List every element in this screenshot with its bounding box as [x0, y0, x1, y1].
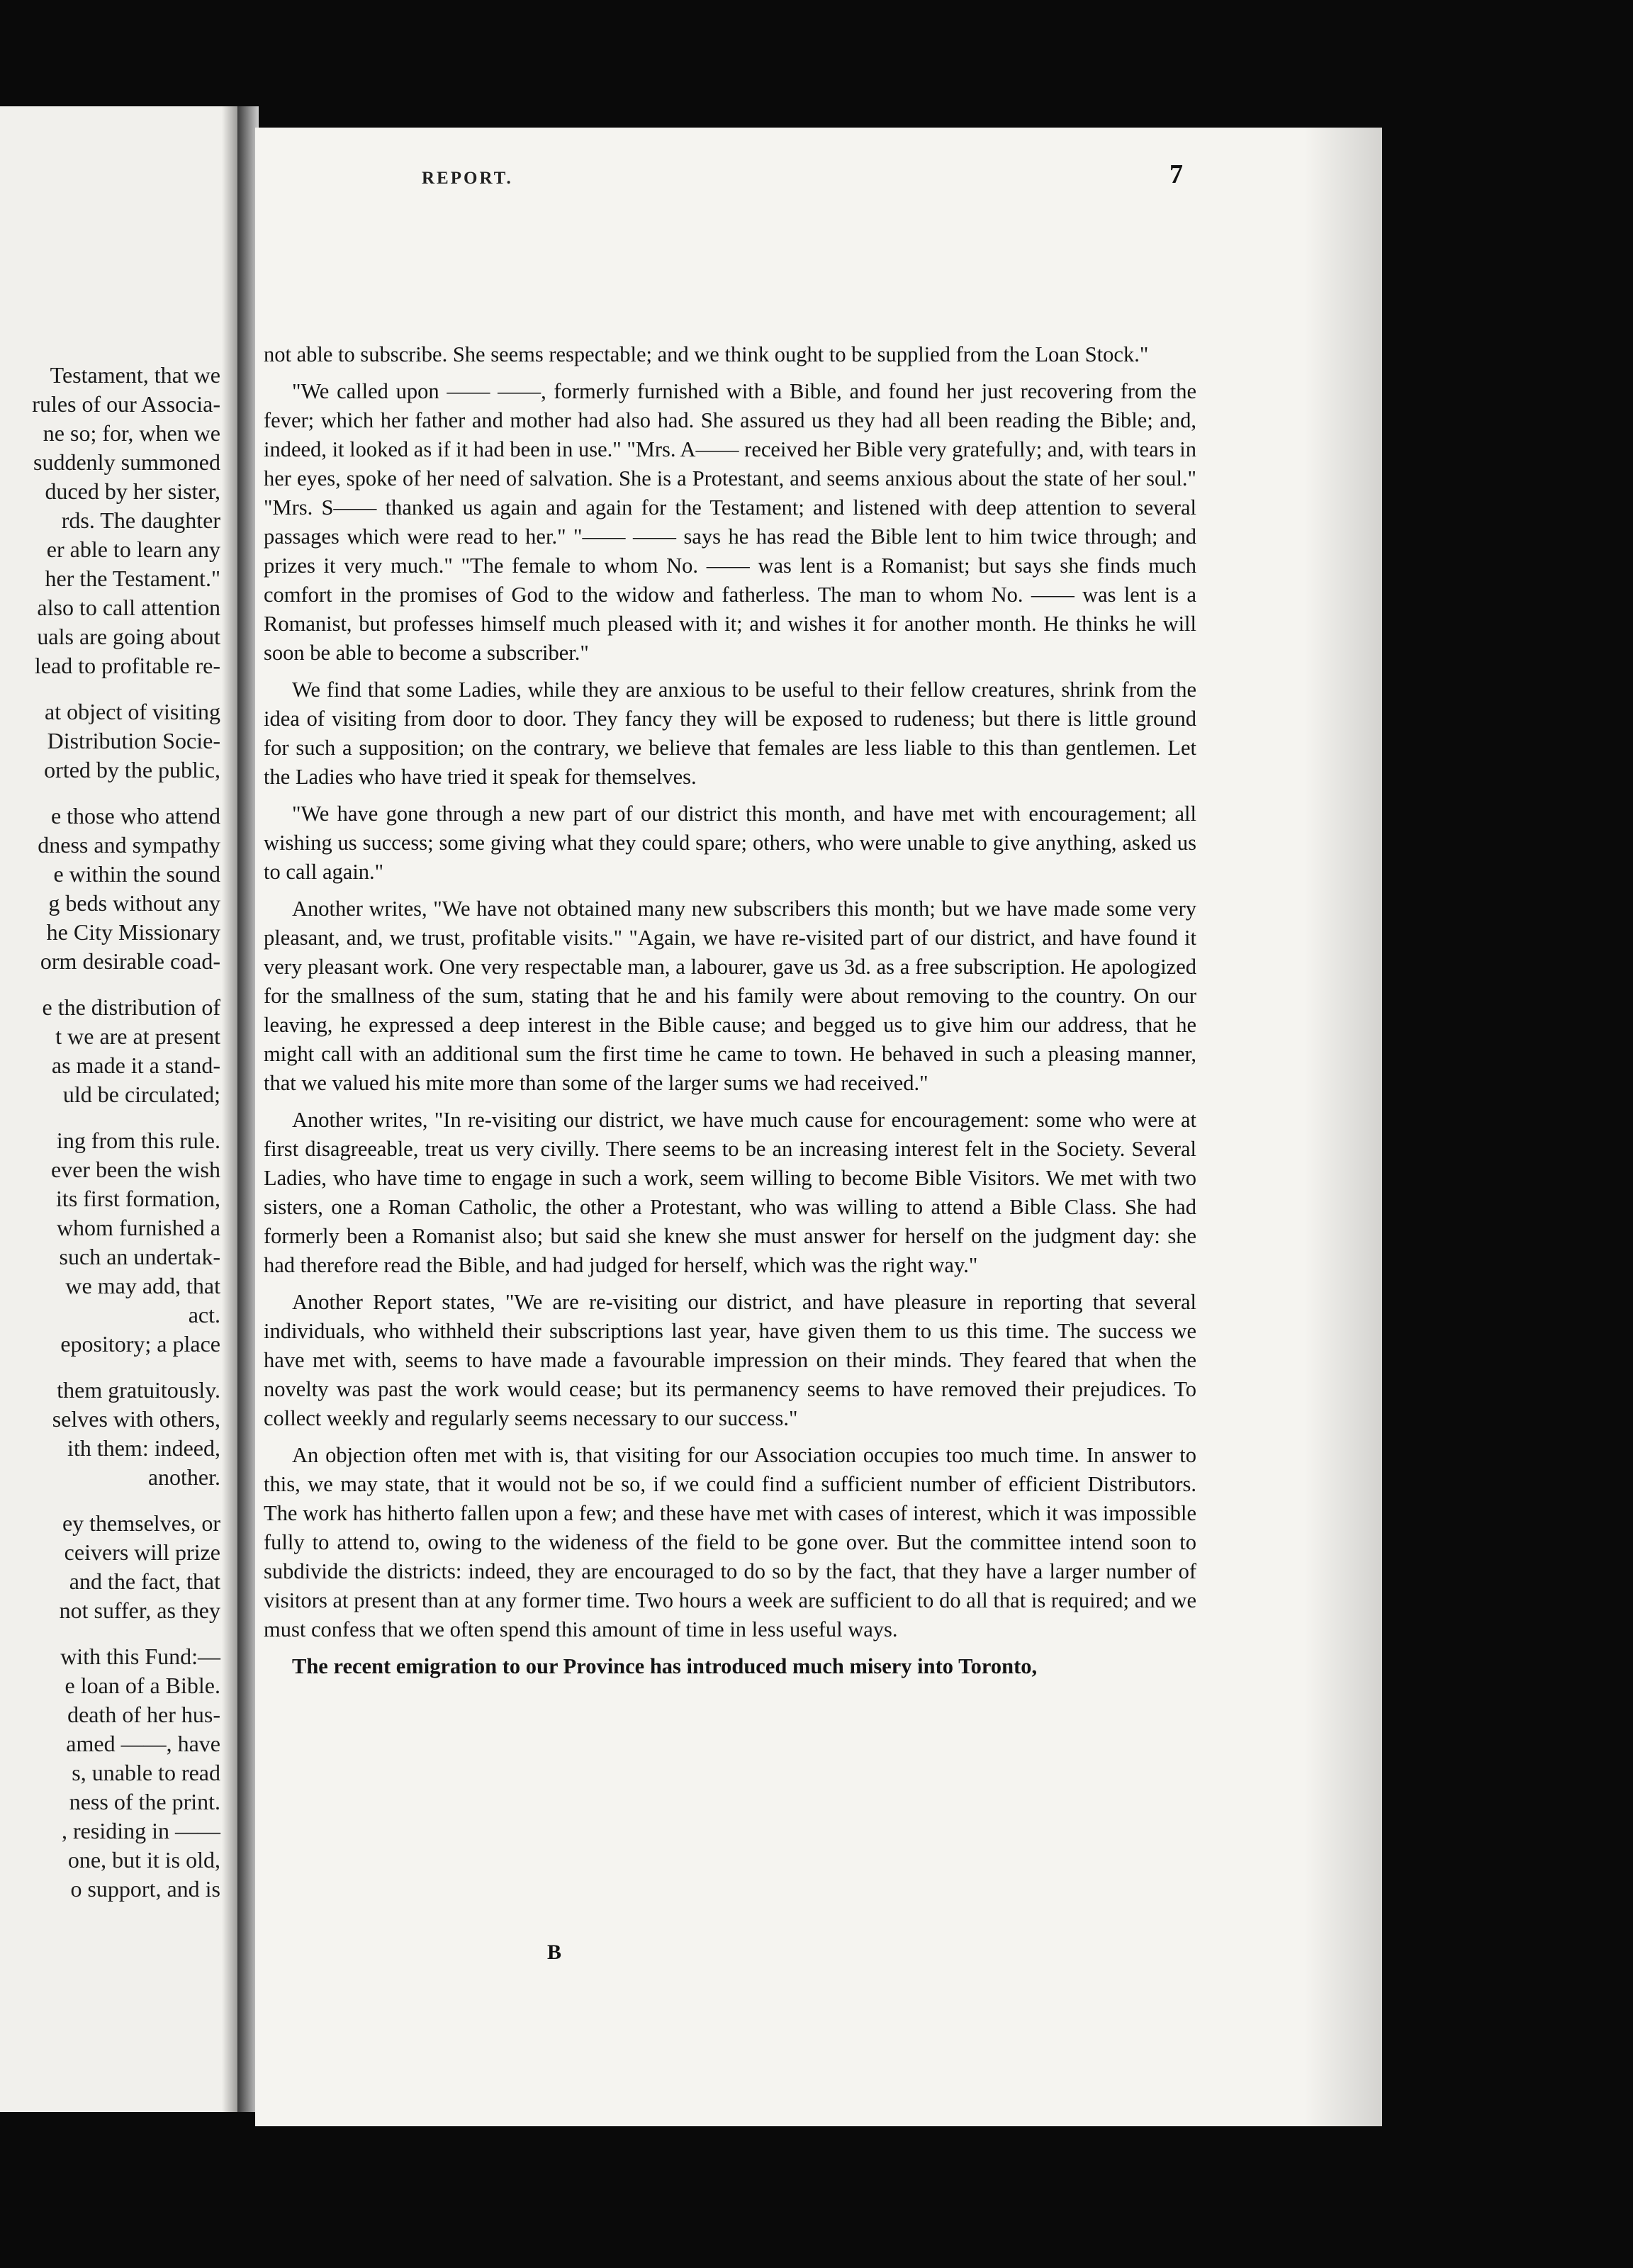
left-page-line: ness of the print. — [69, 1789, 220, 1814]
left-page-line: such an undertak- — [59, 1244, 220, 1269]
left-page-line: her the Testament." — [45, 566, 220, 591]
left-page-line: one, but it is old, — [67, 1847, 220, 1873]
paragraph: "We have gone through a new part of our district this month, and have met with encouragement; all wishing us success; some giving what they could spare; others, who were unable to give anything, asked us to call again." — [264, 802, 1196, 884]
left-page-line: rules of our Associa- — [32, 391, 220, 417]
page-number: 7 — [1169, 159, 1183, 189]
left-page-line: suddenly summoned — [33, 449, 220, 475]
left-page-line: and the fact, that — [69, 1568, 220, 1594]
left-page-line: rds. The daughter — [61, 507, 220, 533]
left-page-line: them gratuitously. — [57, 1377, 220, 1403]
left-page-line: s, unable to read — [72, 1760, 220, 1785]
left-page-line: Distribution Socie- — [47, 728, 220, 753]
paragraph: not able to subscribe. She seems respectable; and we think ought to be supplied from the Loan Stock." — [264, 342, 1149, 366]
left-page — [0, 106, 237, 2112]
body-text — [264, 340, 1196, 1689]
running-head: REPORT. — [422, 169, 513, 188]
left-page-line: also to call attention — [37, 595, 220, 620]
paragraph: An objection often met with is, that visiting for our Association occupies too much time. In answer to this, we may state, that it would not be so, if we could find a sufficient number of efficient Distributors. The work has hitherto fallen upon a few; and these have met with cases of interest, which it was impossible fully to attend to, owing to the wideness of the field to be gone over. But the committee intend soon to subdivide the districts: indeed, they are encouraged to do so by the fact, that they have a larger number of visitors at present than at any former time. Two hours a week are sufficient to do all that is required; and we must confess that we often spend this amount of time in less useful ways. — [264, 1443, 1196, 1641]
left-page-line: as made it a stand- — [51, 1052, 220, 1078]
paragraph: Another writes, "We have not obtained many new subscribers this month; but we have made some very pleasant, and, we trust, profitable visits." "Again, we have re-visited part of our district, and have found it very pleasant work. One very respectable man, a labourer, gave us 3d. as a free subscription. He apologized for the smallness of the sum, stating that he and his family were about removing to the country. On our leaving, he expressed a deep interest in the Bible cause; and begged us to give him our address, that he might call with an additional sum the first time he came to town. He behaved in such a pleasing manner, that we valued his mite more than some of the larger sums we had received." — [264, 897, 1196, 1095]
left-page-line: he City Missionary — [46, 919, 220, 945]
left-page-line: er able to learn any — [46, 537, 220, 562]
left-page-line: , residing in —— — [62, 1818, 220, 1843]
left-page-line: dness and sympathy — [38, 832, 220, 858]
paragraph: We find that some Ladies, while they are anxious to be useful to their fellow creatures, shrink from the idea of visiting from door to door. They fancy they will be exposed to rudeness; but there is little ground for such a supposition; on the contrary, we believe that females are less liable to this than gentlemen. Let the Ladies who have tried it speak for themselves. — [264, 678, 1196, 789]
left-page-line: e those who attend — [50, 803, 220, 829]
paragraph: The recent emigration to our Province has introduced much misery into Toronto, — [292, 1654, 1038, 1678]
left-page-line: orted by the public, — [44, 757, 220, 782]
paragraph: Another writes, "In re-visiting our district, we have much cause for encouragement: some who were at first disagreeable, treat us very civilly. There seems to be an increasing interest felt in the Society. Several Ladies, who have time to engage in such a work, seem willing to become Bible Visitors. We met with two sisters, one a Roman Catholic, the other a Protestant, who was willing to attend a Bible Class. She had formerly been a Romanist also; but said she knew she must answer for herself on the judgment day: she had therefore read the Bible, and had judged for herself, which was the right way." — [264, 1108, 1196, 1277]
left-page-line: its first formation, — [56, 1186, 220, 1211]
left-page-line: e the distribution of — [42, 994, 220, 1020]
left-page-line: whom furnished a — [56, 1215, 220, 1240]
left-page-line: ever been the wish — [50, 1157, 220, 1182]
left-page-line: selves with others, — [52, 1406, 220, 1432]
left-page-line: uals are going about — [37, 624, 220, 649]
left-page-line: uld be circulated; — [62, 1082, 220, 1107]
left-page-line: another. — [147, 1464, 220, 1490]
left-page-line: death of her hus- — [67, 1702, 220, 1727]
left-page-line: ceivers will prize — [64, 1539, 220, 1565]
left-page-shadow — [222, 106, 237, 2112]
left-page-line: o support, and is — [70, 1876, 220, 1902]
left-page-line: ne so; for, when we — [43, 420, 220, 446]
left-page-line: at object of visiting — [45, 699, 220, 724]
paragraph: "We called upon —— ——, formerly furnished with a Bible, and found her just recovering from the fever; which her father and mother had also had. She assured us they had all been reading the Bible; and, indeed, it looked as if it had been in use." "Mrs. A—— received her Bible very gratefully; and, with tears in her eyes, spoke of her need of salvation. She is a Protestant, and seems anxious about the state of her soul." "Mrs. S—— thanked us again and again for the Testament; and listened with deep attention to several passages which were read to her." "—— —— says he has read the Bible lent to him twice through; and prizes it very much." "The female to whom No. —— was lent is a Romanist; but says she finds much comfort in the promises of God to the widow and fatherless. The man to whom No. —— was lent is a Romanist, but professes himself much pleased with it; and wishes it for another month. He thinks he will soon be able to become a subscriber." — [264, 379, 1196, 665]
left-page-line: t we are at present — [55, 1023, 220, 1049]
left-page-line: we may add, that — [65, 1273, 220, 1298]
left-page-line: act. — [188, 1302, 220, 1327]
left-page-line: amed ——, have — [66, 1731, 220, 1756]
left-page-line: ing from this rule. — [56, 1128, 220, 1153]
left-page-line: lead to profitable re- — [34, 653, 220, 678]
left-page-line: epository; a place — [60, 1331, 220, 1357]
left-page-line: ey themselves, or — [62, 1510, 220, 1536]
left-page-line: e within the sound — [53, 861, 220, 887]
paragraph: Another Report states, "We are re-visiting our district, and have pleasure in reporting that several individuals, who withheld their subscriptions last year, have given them to us this time. The success we have met with, seems to have made a favourable impression on their minds. They feared that when the novelty was past the work would cease; but its permanency seems to have removed their prejudices. To collect weekly and regularly seems necessary to our success." — [264, 1290, 1196, 1430]
left-page-line: with this Fund:— — [60, 1644, 220, 1669]
left-page-line: e loan of a Bible. — [64, 1673, 220, 1698]
left-page-line: g beds without any — [48, 890, 220, 916]
left-page-line: duced by her sister, — [45, 478, 220, 504]
page-edge-shadow — [1304, 128, 1382, 2126]
left-page-line: ith them: indeed, — [67, 1435, 220, 1461]
left-page-line: orm desirable coad- — [40, 948, 220, 974]
signature-mark: B — [547, 1941, 562, 1964]
left-page-line: Testament, that we — [50, 362, 220, 388]
left-page-line: not suffer, as they — [59, 1598, 220, 1623]
